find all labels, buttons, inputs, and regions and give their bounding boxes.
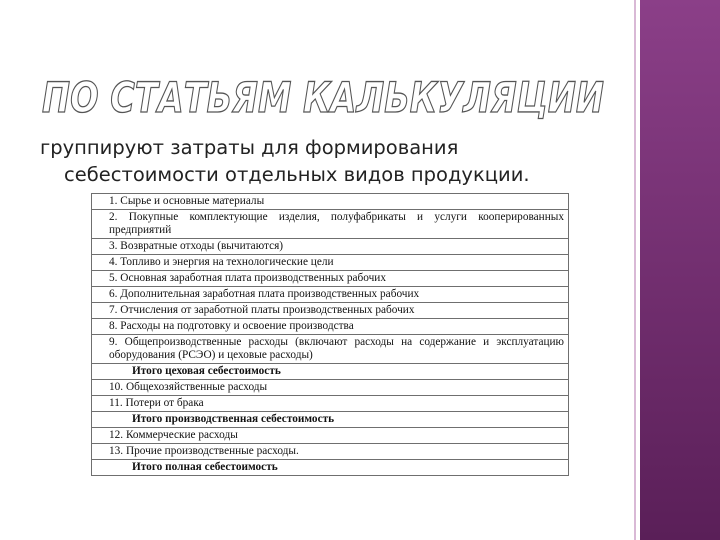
table-cell: 5. Основная заработная плата производственных рабочих [92, 271, 569, 287]
table-row-total [92, 412, 569, 428]
table-row-total [92, 364, 569, 380]
table-cell: 2. Покупные комплектующие изделия, полуфабрикаты и услуги кооперированных предприятий [92, 210, 569, 239]
slide-title-text: ПО СТАТЬЯМ КАЛЬКУЛЯЦИИ [42, 73, 604, 122]
table-cell: 11. Потери от брака [92, 396, 569, 412]
slide-subtitle [40, 134, 600, 188]
table-row [92, 271, 569, 287]
table-row [92, 396, 569, 412]
table-row [92, 444, 569, 460]
table-cell: 12. Коммерческие расходы [92, 428, 569, 444]
table-cell: Итого цеховая себестоимость [92, 364, 569, 380]
table-row [92, 287, 569, 303]
table-cell: 9. Общепроизводственные расходы (включают расходы на содержание и эксплуатацию оборудования (РСЭО) и цеховые расходы) [92, 335, 569, 364]
subtitle-line-1: группируют затраты для формирования [40, 136, 459, 159]
table-cell: 3. Возвратные отходы (вычитаются) [92, 239, 569, 255]
table-cell: 7. Отчисления от заработной платы производственных рабочих [92, 303, 569, 319]
sidebar-divider [634, 0, 636, 540]
table-row [92, 335, 569, 364]
table-row [92, 319, 569, 335]
table-cell: 8. Расходы на подготовку и освоение производства [92, 319, 569, 335]
table-cell: Итого производственная себестоимость [92, 412, 569, 428]
cost-items-table [91, 193, 569, 476]
table-row-total [92, 460, 569, 476]
table-cell: 10. Общехозяйственные расходы [92, 380, 569, 396]
table-row [92, 428, 569, 444]
subtitle-line-2: себестоимости отдельных видов продукции. [64, 163, 530, 186]
table-cell: 13. Прочие производственные расходы. [92, 444, 569, 460]
table-cell: 6. Дополнительная заработная плата производственных рабочих [92, 287, 569, 303]
decorative-sidebar [640, 0, 720, 540]
table-row [92, 239, 569, 255]
table-row [92, 380, 569, 396]
slide-title [42, 70, 612, 122]
table-cell: Итого полная себестоимость [92, 460, 569, 476]
table-row [92, 194, 569, 210]
table-row [92, 210, 569, 239]
table-row [92, 255, 569, 271]
table-row [92, 303, 569, 319]
table-cell: 1. Сырье и основные материалы [92, 194, 569, 210]
table-cell: 4. Топливо и энергия на технологические цели [92, 255, 569, 271]
